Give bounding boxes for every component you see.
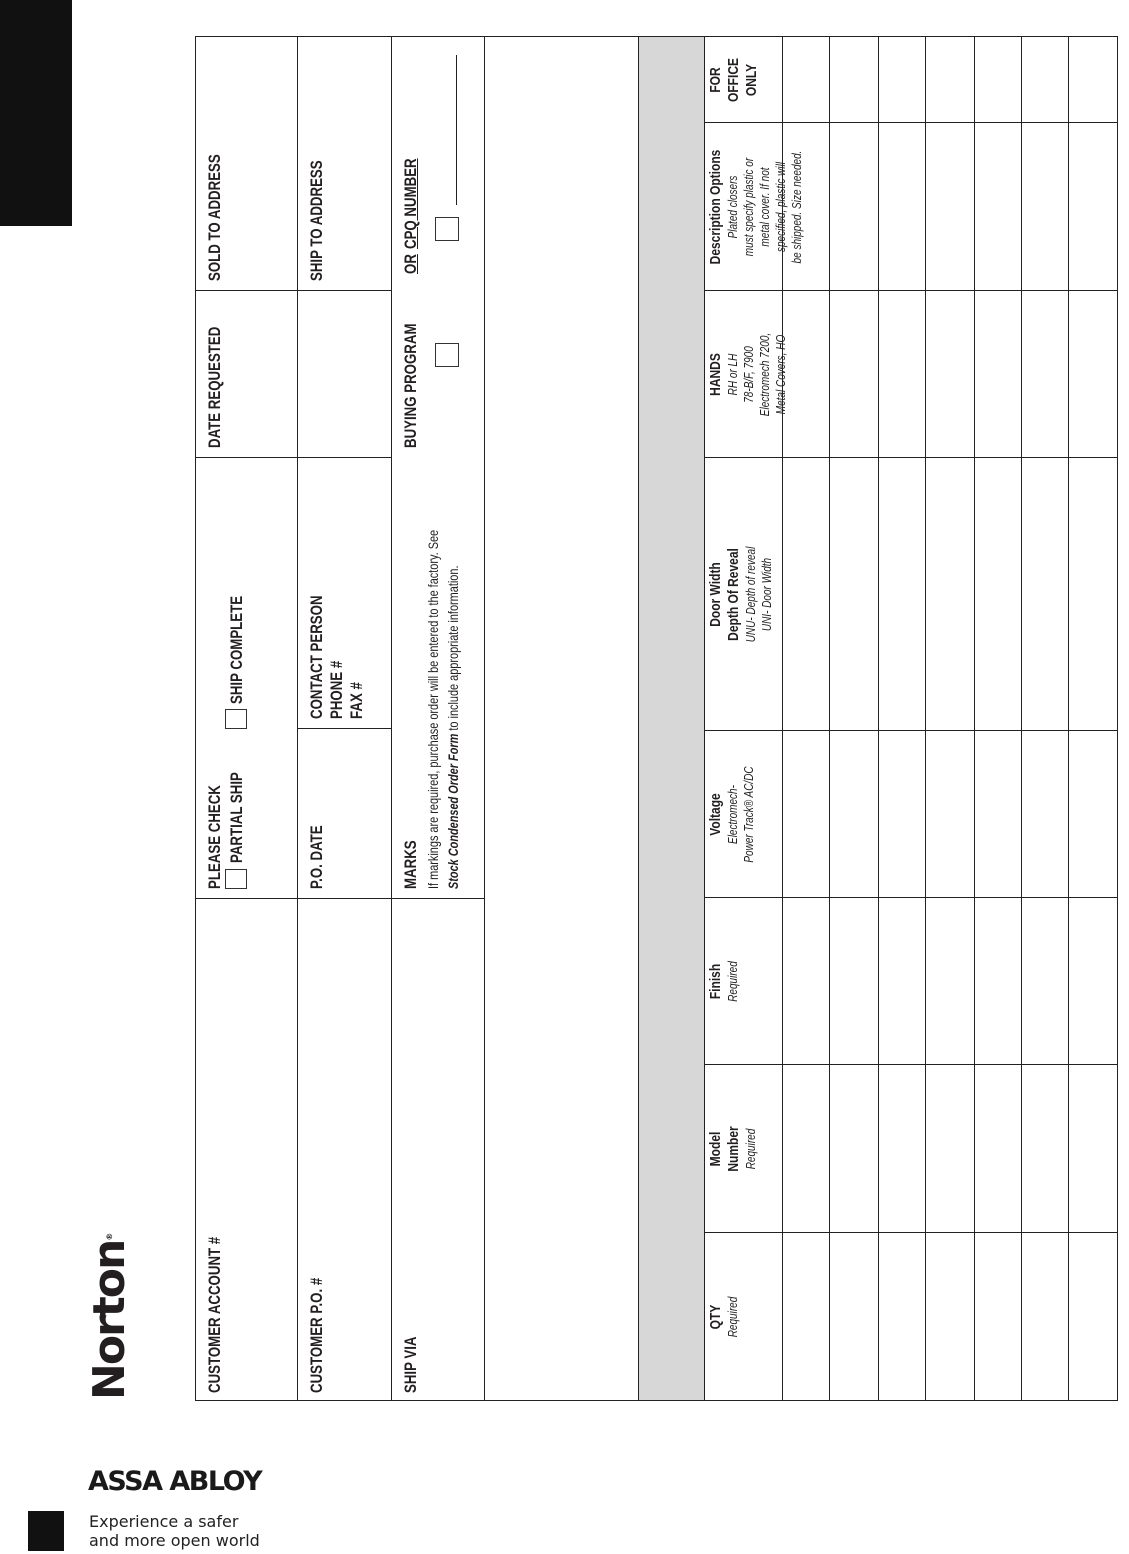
ship-via-label: SHIP VIA [401, 1336, 420, 1393]
column-header-door-width: Door Width Depth Of Reveal UNU- Depth of reveal UNI- Door Width [707, 546, 774, 643]
customer-po-label: CUSTOMER P.O. # [307, 1277, 326, 1393]
phone-label: PHONE # [327, 660, 346, 719]
buying-program-label: BUYING PROGRAM [401, 323, 420, 448]
column-header-finish: Finish Required [707, 961, 740, 1002]
date-requested-label: DATE REQUESTED [205, 326, 224, 448]
tagline-line-1: Experience a safer [89, 1512, 239, 1531]
header-divider-band [638, 37, 704, 1401]
column-header-hands: HANDS RH or LH 78-B/F, 7900 Electromech 7200, Metal Covers, HO [707, 332, 788, 417]
partial-ship-label: PARTIAL SHIP [227, 772, 246, 863]
partial-ship-checkbox[interactable] [225, 869, 247, 889]
fax-label: FAX # [347, 682, 366, 719]
ship-to-address-label: SHIP TO ADDRESS [307, 160, 326, 281]
brand-square [28, 1511, 64, 1551]
section-tab-marker [0, 0, 72, 226]
marks-note-line2: Stock Condensed Order Form to include appropriate information. [445, 565, 461, 889]
sold-to-address-label: SOLD TO ADDRESS [205, 154, 224, 281]
ship-complete-checkbox[interactable] [225, 709, 247, 729]
assa-abloy-logo: ASSA ABLOY [88, 1466, 262, 1497]
customer-account-label: CUSTOMER ACCOUNT # [205, 1236, 224, 1393]
brand-tagline [89, 1512, 260, 1550]
tagline-line-2: and more open world [89, 1531, 260, 1550]
buying-program-checkbox[interactable] [435, 343, 459, 367]
column-header-office-only: FOR OFFICE ONLY [707, 58, 760, 102]
please-check-label: PLEASE CHECK [205, 785, 224, 889]
cpq-number-checkbox[interactable] [435, 217, 459, 241]
ship-complete-label: SHIP COMPLETE [227, 595, 246, 704]
marks-note-line1: If markings are required, purchase order will be entered to the factory. See [425, 529, 441, 889]
column-header-qty: QTY Required [707, 1296, 740, 1338]
or-label: OR [401, 254, 420, 274]
column-header-model-number: Model Number Required [707, 1126, 758, 1172]
order-form [195, 37, 1118, 1401]
cpq-number-label: CPQ NUMBER [401, 158, 420, 249]
po-date-label: P.O. DATE [307, 825, 326, 889]
column-header-voltage: Voltage Electromech- Power Track® AC/DC [707, 766, 756, 863]
column-header-description-options: Description Options Plated closers must specify plastic or metal cover. If not specified, plastic will be shipped. Size needed. [707, 149, 804, 265]
contact-person-label: CONTACT PERSON [307, 595, 326, 719]
norton-logo: Norton® [84, 1232, 135, 1400]
marks-label: MARKS [401, 840, 420, 889]
cpq-number-field[interactable] [456, 55, 457, 205]
